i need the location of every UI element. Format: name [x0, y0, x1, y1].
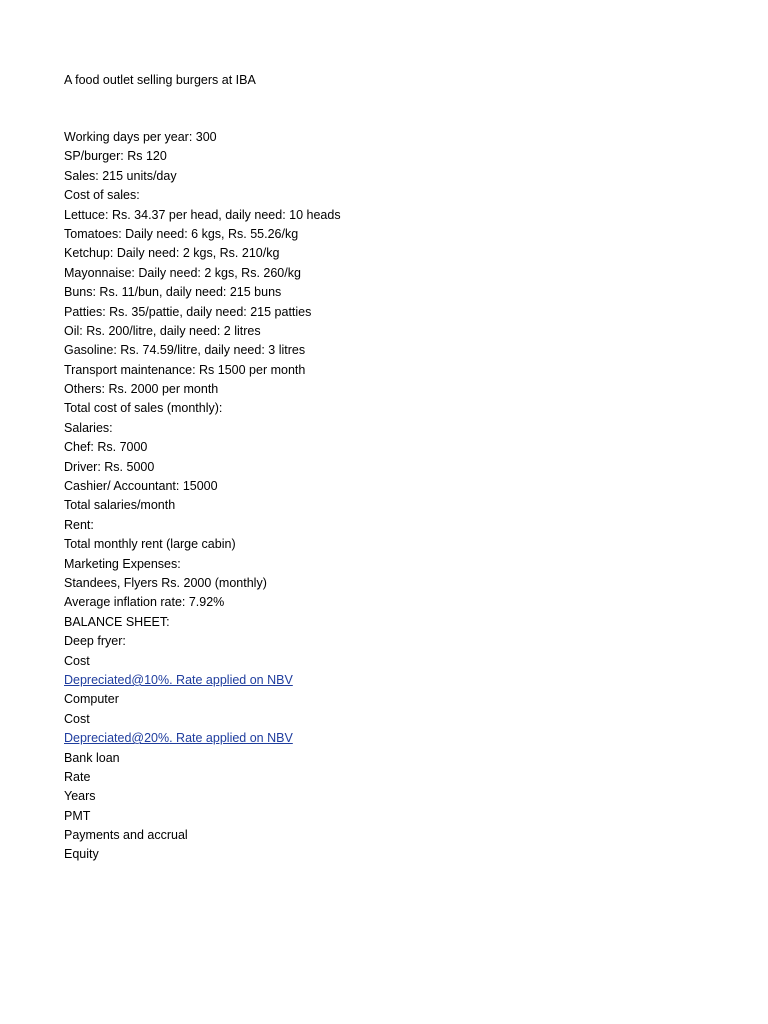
hyperlink[interactable]: Depreciated@20%. Rate applied on NBV — [64, 731, 293, 746]
document-line: Payments and accrual — [64, 828, 188, 843]
document-line: Deep fryer: — [64, 634, 126, 649]
document-line: Buns: Rs. 11/bun, daily need: 215 buns — [64, 285, 282, 300]
document-line: Chef: Rs. 7000 — [64, 440, 148, 455]
document-line: Standees, Flyers Rs. 2000 (monthly) — [64, 575, 267, 590]
document-line: Marketing Expenses: — [64, 556, 181, 571]
document-line: Gasoline: Rs. 74.59/litre, daily need: 3 litres — [64, 343, 306, 358]
document-line: Transport maintenance: Rs 1500 per month — [64, 362, 306, 377]
document-line: Oil: Rs. 200/litre, daily need: 2 litres — [64, 323, 261, 338]
document-line: Salaries: — [64, 420, 113, 435]
document-line: Mayonnaise: Daily need: 2 kgs, Rs. 260/kg — [64, 265, 301, 280]
document-line: Patties: Rs. 35/pattie, daily need: 215 patties — [64, 304, 312, 319]
document-line: Cashier/ Accountant: 15000 — [64, 479, 218, 494]
document-line: Driver: Rs. 5000 — [64, 459, 155, 474]
document-line: Average inflation rate: 7.92% — [64, 595, 225, 610]
document-body — [64, 128, 724, 865]
document-line: Computer — [64, 692, 119, 707]
document-line — [64, 671, 724, 690]
document-line: BALANCE SHEET: — [64, 614, 170, 629]
document-line — [64, 729, 724, 748]
document-line: Equity — [64, 847, 99, 862]
document-line: Total salaries/month — [64, 498, 176, 513]
document-line: Total cost of sales (monthly): — [64, 401, 223, 416]
document-line: Ketchup: Daily need: 2 kgs, Rs. 210/kg — [64, 246, 280, 261]
document-line: Sales: 215 units/day — [64, 168, 177, 183]
document-line: PMT — [64, 808, 91, 823]
document-title: A food outlet selling burgers at IBA — [64, 73, 256, 87]
document-line: Cost — [64, 653, 90, 668]
document-line: Total monthly rent (large cabin) — [64, 537, 236, 552]
document-line: Rent: — [64, 517, 94, 532]
hyperlink[interactable]: Depreciated@10%. Rate applied on NBV — [64, 672, 293, 687]
document-line: Rate — [64, 769, 91, 784]
document-line: Cost of sales: — [64, 188, 140, 203]
document-line: SP/burger: Rs 120 — [64, 149, 167, 164]
document-line: Cost — [64, 711, 90, 726]
document-line: Others: Rs. 2000 per month — [64, 382, 219, 397]
document-line: Working days per year: 300 — [64, 130, 217, 144]
document-line: Tomatoes: Daily need: 6 kgs, Rs. 55.26/kg — [64, 226, 299, 241]
document-line: Lettuce: Rs. 34.37 per head, daily need: 10 heads — [64, 207, 341, 222]
document-line: Years — [64, 789, 96, 804]
document-line: Bank loan — [64, 750, 120, 765]
